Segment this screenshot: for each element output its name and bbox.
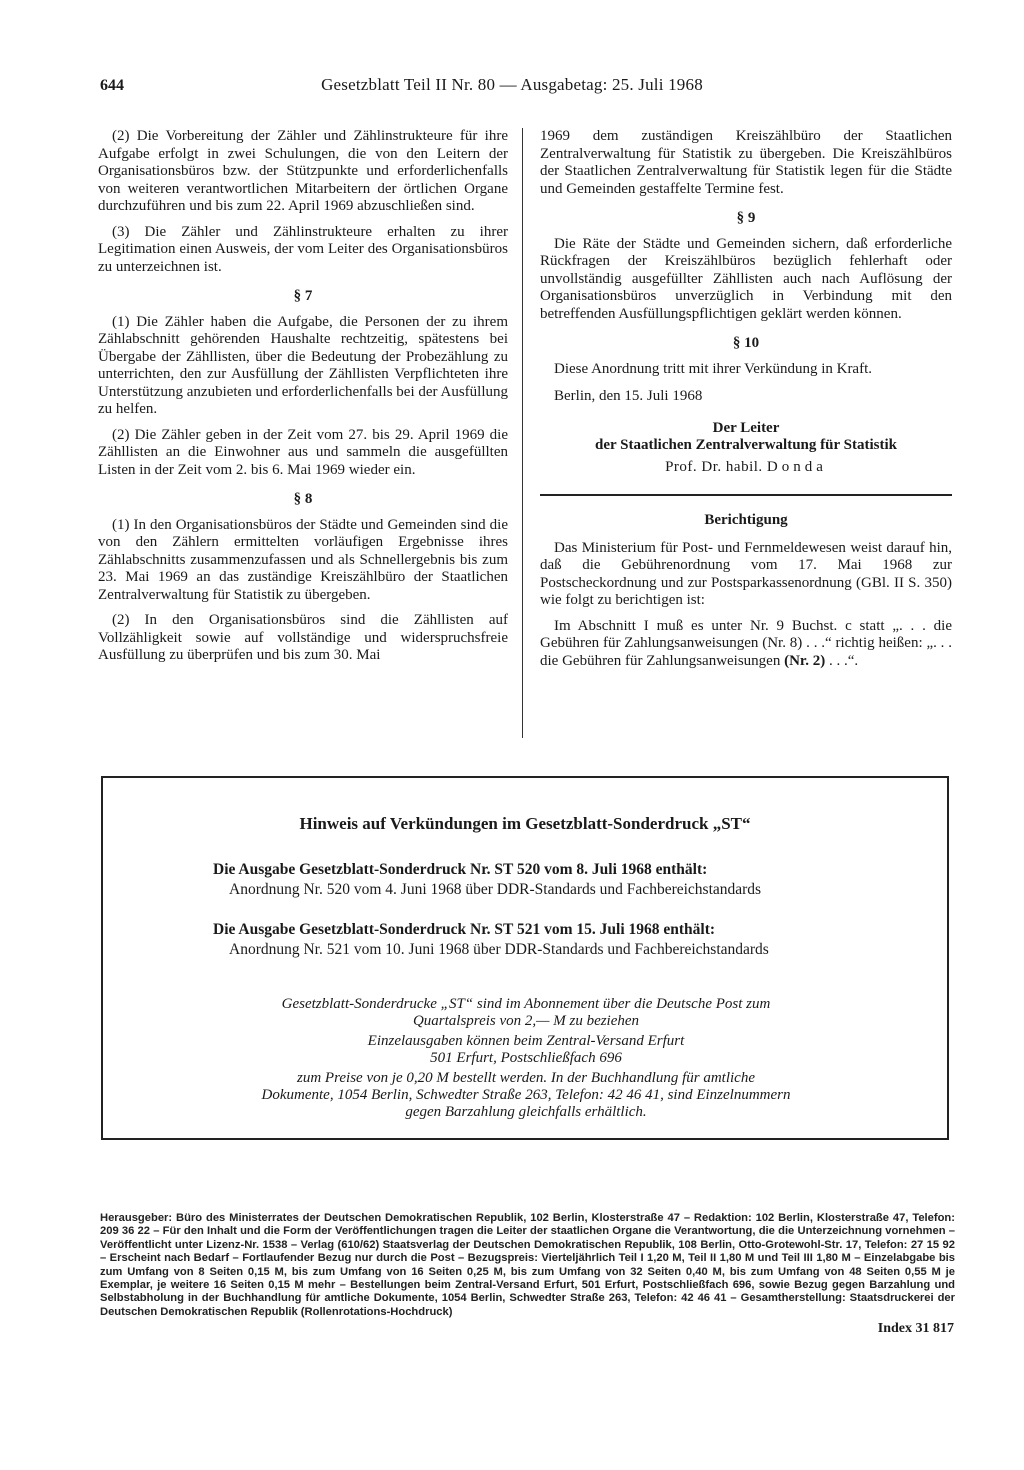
paragraph-10: Diese Anordnung tritt mit ihrer Verkündung in Kraft. <box>554 360 873 377</box>
signature-name-line <box>540 459 952 477</box>
column-divider <box>522 128 523 738</box>
place-date: Berlin, den 15. Juli 1968 <box>554 388 703 404</box>
notice-price-line-1: zum Preise von je 0,20 M bestellt werden. In der Buchhandlung für amtliche <box>297 1070 755 1086</box>
notice-subscription <box>163 996 889 1121</box>
paragraph-8-2-continued: 1969 dem zuständigen Kreiszählbüro der Staatlichen Zentralverwaltung für Statistik zu übergeben. Die Kreiszählbüros der Staatlichen Zentralverwaltung für Statistik legen für die Städte und Gemeinden gestaffelte Termine fest. <box>540 128 952 197</box>
notice-issue-2-head: Die Ausgabe Gesetzblatt-Sonderdruck Nr. ST 521 vom 15. Juli 1968 enthält: <box>213 921 716 938</box>
paragraph-7-1: (1) Die Zähler haben die Aufgabe, die Personen der zu ihrem Zählabschnitt gehörenden Haushalte rechtzeitig, spätestens bei Übergabe der Zähllisten, über die Bedeutung der Probezählung zu unterrichten, den zur Ausfüllung der Zähllisten Verpflichteten ihre Unterstützung anzubieten und erforderlichenfalls bei der Ausfüllung zu helfen. <box>98 313 508 417</box>
notice-issue-2-body: Anordnung Nr. 521 vom 10. Juni 1968 über DDR-Standards und Fachbereichstandards <box>229 941 769 958</box>
notice-price-line-3: gegen Barzahlung gleichfalls erhältlich. <box>405 1104 647 1120</box>
paragraph-8-1: (1) In den Organisationsbüros der Städte und Gemeinden sind die von den Zählern ermittelten vorläufigen Ergebnisse ihres Zählabschnitts zusammenzufassen und als Schnellergebnis bis zum 23. Mai 1969 an das zuständige Kreiszählbüro der Staatlichen Zentralverwaltung für Statistik zu übergeben. <box>98 516 508 603</box>
correction-text-b: . . .“. <box>828 652 859 669</box>
signature-name: Donda <box>766 458 827 475</box>
correction-text-bold: (Nr. 2) <box>784 652 826 669</box>
notice-subscription-line-1: Gesetzblatt-Sonderdrucke „ST“ sind im Abonnement über die Deutsche Post zum <box>281 996 771 1012</box>
notice-single-line-1: Einzelausgaben können beim Zentral-Versand Erfurt <box>367 1033 685 1049</box>
correction-heading: Berichtigung <box>704 512 788 528</box>
notice-price-line-2: Dokumente, 1054 Berlin, Schwedter Straße 263, Telefon: 42 46 41, sind Einzelnummern <box>261 1087 791 1103</box>
notice-issue-1-body: Anordnung Nr. 520 vom 4. Juni 1968 über DDR-Standards und Fachbereichstandards <box>229 881 762 898</box>
section-10-heading: § 10 <box>732 335 760 351</box>
paragraph-9: Die Räte der Städte und Gemeinden sichern, daß erforderliche Rückfragen der Kreiszählbüros bezüglich fehlerhaft oder unvollständig ausgefüllter Zähllisten auch nach Auflösung der Organisationsbüros unverzüglich in Verbindung mit den betreffenden Ausfüllungspflichtigen geklärt werden können. <box>540 235 952 322</box>
page-number: 644 <box>100 77 124 94</box>
imprint-index: Index 31 817 <box>877 1321 954 1336</box>
notice-box <box>101 776 949 1140</box>
signature-authority: der Staatlichen Zentralverwaltung für Statistik <box>595 437 897 453</box>
paragraph-7-2: (2) Die Zähler geben in der Zeit vom 27. bis 29. April 1969 die Zähllisten an die Einwohner aus und sammeln die ausgefüllten Listen in der Zeit vom 2. bis 6. Mai 1969 wieder ein. <box>98 426 508 478</box>
correction-paragraph-2 <box>540 618 952 671</box>
right-column <box>540 128 952 678</box>
paragraph-6-2: (2) Die Vorbereitung der Zähler und Zählinstrukteure für ihre Aufgabe erfolgt in zwei Schulungen, die von den Leitern der Organisationsbüros bzw. der Stützpunkte und erforderlichenfalls von weiteren verantwortlichen Mitarbeitern der örtlichen Organe durchzuführen und bis zum 22. April 1969 abzuschließen sind. <box>98 128 508 214</box>
notice-issue-1-head: Die Ausgabe Gesetzblatt-Sonderdruck Nr. ST 520 vom 8. Juli 1968 enthält: <box>213 861 708 878</box>
correction-text-a: Im Abschnitt I muß es unter Nr. 9 Buchst. c statt „. . . die Gebühren für Zahlungsanweisungen (Nr. 8) . . .“ richtig heißen: „. . . die Gebühren für Zahlungsanweisungen <box>540 617 952 669</box>
signature-title: Der Leiter <box>712 419 780 436</box>
paragraph-8-2: (2) In den Organisationsbüros sind die Zähllisten auf Vollzähligkeit sowie auf vollständige und widerspruchsfreie Ausfüllung zu überprüfen und bis zum 30. Mai <box>98 612 508 663</box>
left-column <box>98 128 508 673</box>
notice-subscription-line-2: Quartalspreis von 2,— M zu beziehen <box>412 1013 640 1029</box>
section-7-heading: § 7 <box>293 288 313 304</box>
signature-name-prefix: Prof. Dr. habil. <box>665 458 763 475</box>
correction-paragraph-1: Das Ministerium für Post- und Fernmeldewesen weist darauf hin, daß die Gebührenordnung vom 17. Mai 1968 zur Postscheckordnung und zur Postsparkassenordnung (GBl. II S. 350) wie folgt zu berichtigen ist: <box>540 539 952 608</box>
imprint: Herausgeber: Büro des Ministerrates der Deutschen Demokratischen Republik, 102 Berlin, Klosterstraße 47 – Redaktion: 102 Berlin, Klosterstraße 47, Telefon: 209 36 22 – Für den Inhalt und die Form der Veröffentlichungen tragen die Leiter der staatlichen Organe die Verantwortung, die die Unterzeichnung vornehmen – Veröffentlicht unter Lizenz-Nr. 1538 – Verlag (610/62) Staatsverlag der Deutschen Demokratischen Republik, 108 Berlin, Otto-Grotewohl-Str. 17, Telefon: 27 15 92 – Erscheint nach Bedarf – Fortlaufender Bezug nur durch die Post – Bezugspreis: Vierteljährlich Teil I 1,20 M, Teil II 1,80 M und Teil III 1,80 M – Einzelabgabe bis zum Umfang von 8 Seiten 0,15 M, bis zum Umfang von 16 Seiten 0,25 M, bis zum Umfang von 32 Seiten 0,40 M, bis zum Umfang von 48 Seiten 0,55 M je Exemplar, je weitere 16 Seiten 0,15 M mehr – Bestellungen beim Zentral-Versand Erfurt, 501 Erfurt, Postschließfach 696, sowie Bezug gegen Barzahlung und Selbstabholung in der Buchhandlung für amtliche Dokumente, 1054 Berlin, Schwedter Straße 263, Telefon: 42 46 41 – Gesamtherstellung: Staatsdruckerei der Deutschen Demokratischen Republik (Rollenrotations-Hochdruck) <box>100 1212 955 1318</box>
section-9-heading: § 9 <box>736 210 756 226</box>
section-8-heading: § 8 <box>293 491 313 507</box>
section-rule <box>540 494 952 496</box>
notice-issue-2 <box>213 920 873 960</box>
notice-issue-1 <box>213 860 873 900</box>
running-header: Gesetzblatt Teil II Nr. 80 — Ausgabetag: 25. Juli 1968 <box>321 75 703 94</box>
paragraph-6-3: (3) Die Zähler und Zählinstrukteure erhalten zu ihrer Legitimation einen Ausweis, der vom Leiter des Organisationsbüros zu unterzeichnen ist. <box>98 223 508 275</box>
notice-single-line-2: 501 Erfurt, Postschließfach 696 <box>430 1050 622 1066</box>
notice-title: Hinweis auf Verkündungen im Gesetzblatt-Sonderdruck „ST“ <box>299 814 751 833</box>
